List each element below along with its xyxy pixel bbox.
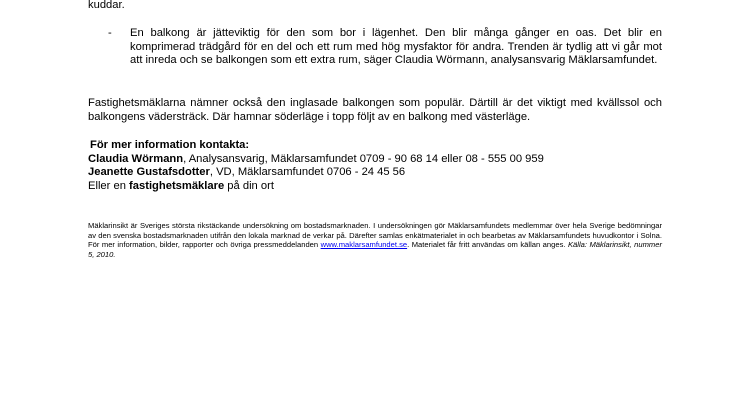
contact-closing-prefix: Eller en xyxy=(88,179,130,192)
contact-closing-bold: fastighetsmäklare xyxy=(129,179,225,192)
contact-block xyxy=(88,139,662,193)
quote-bullet-text: En balkong är jätteviktig för den som bor i lägenhet. Den blir många gånger en oas. Det blir en komprimerad trädgård för en del och ett rum med hög mysfaktor för andra. Trenden är tydlig att vi går mot att inreda och se balkongen som ett extra rum, säger Claudia Wörmann, analysansvarig Mäklarsamfundet. xyxy=(130,27,662,67)
contact-person-2 xyxy=(88,166,662,180)
footer-text-before-link: Mäklarinsikt är Sveriges största rikstäckande undersökning om bostadsmarknaden. I undersökningen gör Mäklarsamfundets medlemmar över hela Sverige bedömningar av den svenska bostadsmarknaden utifrån den lokala marknad de verkar på. Därefter samlas enkätmaterialet in och bearbetas av Mäklarsamfundets huvudkontor i Solna. För mer information, bilder, rapporter och övriga pressmeddelanden xyxy=(88,221,662,250)
intro-tail-text: kuddar. xyxy=(88,0,125,11)
website-link[interactable]: www.maklarsamfundet.se xyxy=(320,240,408,250)
footer-text-after-link: . Materialet får fritt användas om källan anges. xyxy=(407,240,568,250)
contact-person-1-name: Claudia Wörmann xyxy=(88,152,184,165)
footer-source: Källa: Mäklarinsikt, nummer 5, 2010. xyxy=(88,240,662,259)
contact-closing xyxy=(88,180,662,194)
contact-person-1 xyxy=(88,153,662,167)
contact-person-1-details: , Analysansvarig, Mäklarsamfundet 0709 - 90 68 14 eller 08 - 555 00 959 xyxy=(183,152,544,165)
contact-closing-suffix: på din ort xyxy=(224,179,274,192)
contact-person-2-name: Jeanette Gustafsdotter xyxy=(88,166,210,179)
contact-person-2-details: , VD, Mäklarsamfundet 0706 - 24 45 56 xyxy=(209,166,406,179)
balcony-paragraph: Fastighetsmäklarna nämner också den inglasade balkongen som populär. Därtill är det viktigt med kvällssol och balkongens vädersträck. Där hamnar söderläge i topp följt av en balkong med västerläge. xyxy=(88,97,662,123)
bullet-marker: - xyxy=(108,27,112,39)
contact-heading: För mer information kontakta: xyxy=(90,139,250,151)
footer-disclaimer xyxy=(88,221,662,259)
